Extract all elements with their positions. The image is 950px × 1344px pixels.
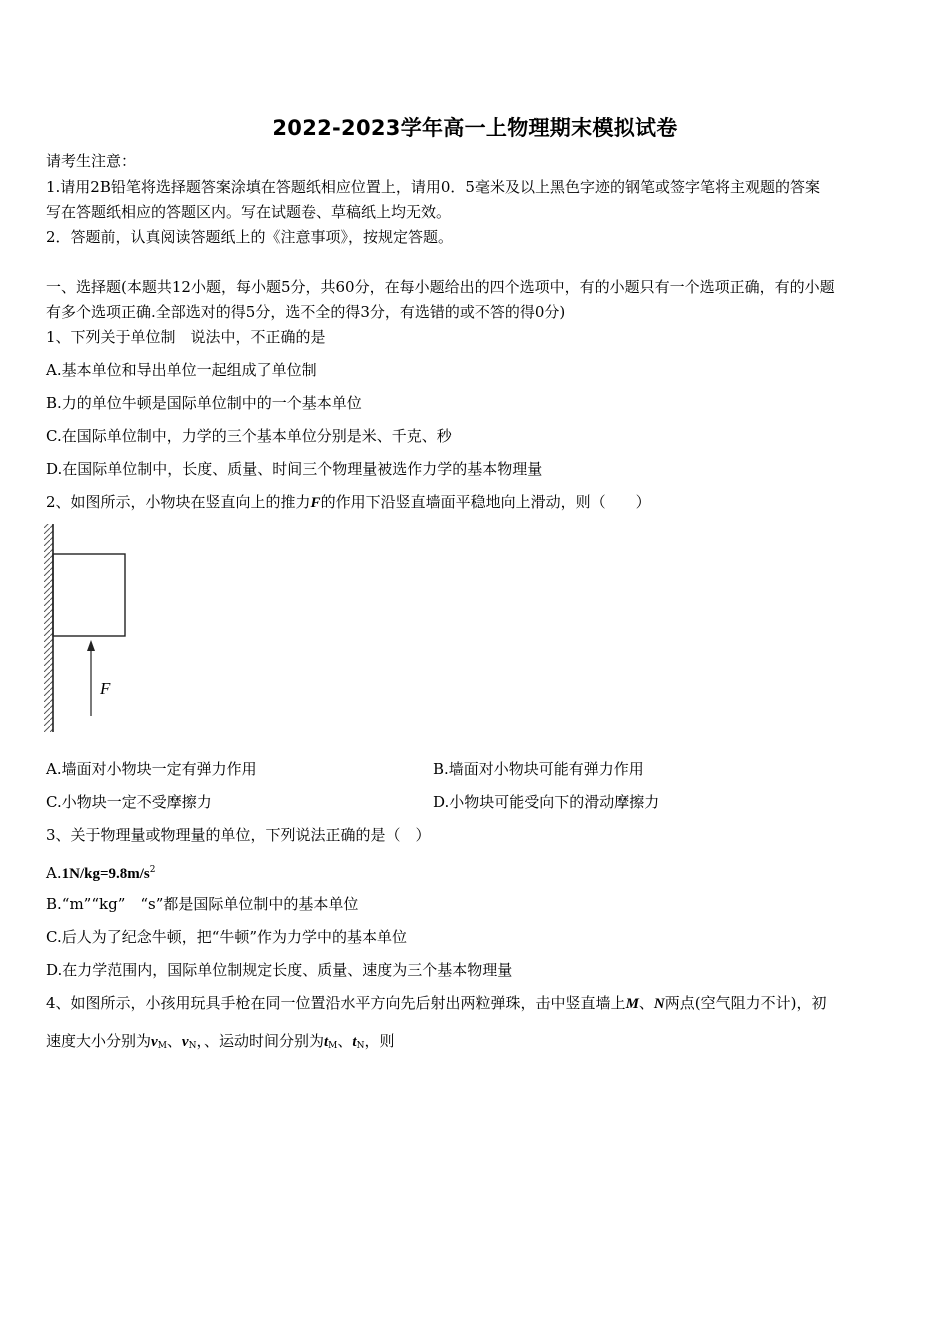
q3-option-c: C.后人为了纪念牛顿，把“牛顿”作为力学中的基本单位 (46, 928, 408, 946)
q4-var-n: N (653, 996, 665, 1012)
q4-t-n: t (352, 1034, 357, 1050)
q4-line1-pre: 4、如图所示，小孩用玩具手枪在同一位置沿水平方向先后射出两粒弹珠，击中竖直墙上 (46, 994, 626, 1012)
q3-option-b: B.“m”“kg” “s”都是国际单位制中的基本单位 (46, 895, 359, 913)
q2-option-d: D.小物块可能受向下的滑动摩擦力 (433, 793, 660, 811)
q1-option-a: A.基本单位和导出单位一起组成了单位制 (46, 361, 317, 379)
q1-option-d: D.在国际单位制中，长度、质量、时间三个物理量被选作力学的基本物理量 (46, 460, 543, 478)
force-arrow-head (87, 640, 95, 651)
page-title: 2022-2023学年高一上物理期末模拟试卷 (272, 116, 678, 140)
section-1-line-1: 一、选择题(本题共12小题，每小题5分，共60分，在每小题给出的四个选项中，有的小题只有一个选项正确，有的小题 (46, 278, 835, 296)
q4-t-n-sub: N (356, 1041, 365, 1051)
q1-option-b: B.力的单位牛顿是国际单位制中的一个基本单位 (46, 394, 362, 412)
q2-option-a: A.墙面对小物块一定有弹力作用 (46, 760, 257, 778)
q4-v-m: v (151, 1034, 158, 1050)
q4-sep-2: 、 (166, 1032, 182, 1050)
q3-option-a-formula: 1N/kg=9.8m/s (61, 866, 150, 882)
q2-option-b: B.墙面对小物块可能有弹力作用 (433, 760, 644, 778)
notice-item-2: 2．答题前，认真阅读答题纸上的《注意事项》，按规定答题。 (46, 228, 454, 246)
wall-hatching (44, 524, 53, 732)
force-label: F (100, 679, 111, 698)
q3-stem: 3、关于物理量或物理量的单位，下列说法正确的是（ ） (46, 826, 431, 844)
q4-sep-1: 、 (638, 994, 654, 1012)
q1-stem: 1、下列关于单位制 说法中，不正确的是 (46, 328, 326, 346)
block (53, 554, 125, 636)
q4-line2-post: ，则 (364, 1032, 395, 1050)
q2-option-c: C.小物块一定不受摩擦力 (46, 793, 212, 811)
q4-var-m: M (625, 996, 639, 1012)
q2-stem-pre: 2、如图所示，小物块在竖直向上的推力 (46, 493, 311, 511)
q4-v-n-sub: N (188, 1041, 197, 1051)
q2-stem (46, 491, 916, 514)
q4-t-m: t (323, 1034, 329, 1050)
q4-v-n: v (181, 1034, 189, 1050)
q4-stem-line-1 (46, 992, 916, 1015)
section-1-line-2: 有多个选项正确.全部选对的得5分，选不全的得3分，有选错的或不答的得0分) (46, 303, 566, 321)
q4-line1-post: 两点(空气阻力不计)，初 (664, 994, 827, 1012)
q4-t-m-sub: M (328, 1041, 338, 1051)
q1-option-c: C.在国际单位制中，力学的三个基本单位分别是米、千克、秒 (46, 427, 452, 445)
q3-option-a-sup: 2 (149, 865, 156, 875)
q3-option-a-prefix: A. (46, 864, 62, 882)
q4-mid: ，、运动时间分别为 (196, 1032, 324, 1050)
q4-line2-pre: 速度大小分别为 (46, 1032, 152, 1050)
notice-item-1-line-1: 1.请用2B铅笔将选择题答案涂填在答题纸相应位置上，请用0．5毫米及以上黑色字迹的钢笔或签字笔将主观题的答案 (46, 178, 820, 196)
q3-option-a (46, 859, 916, 885)
q2-stem-var: F (310, 495, 321, 511)
q3-option-d: D.在力学范围内，国际单位制规定长度、质量、速度为三个基本物理量 (46, 961, 513, 979)
q4-sep-3: 、 (337, 1032, 353, 1050)
q4-v-m-sub: M (157, 1041, 167, 1051)
notice-item-1-line-2: 写在答题纸相应的答题区内。写在试题卷、草稿纸上均无效。 (46, 203, 452, 221)
notice-heading: 请考生注意： (46, 152, 137, 170)
q2-stem-post: 的作用下沿竖直墙面平稳地向上滑动，则（ ） (320, 493, 651, 511)
q2-figure (38, 522, 148, 734)
q4-stem-line-2 (46, 1030, 916, 1057)
